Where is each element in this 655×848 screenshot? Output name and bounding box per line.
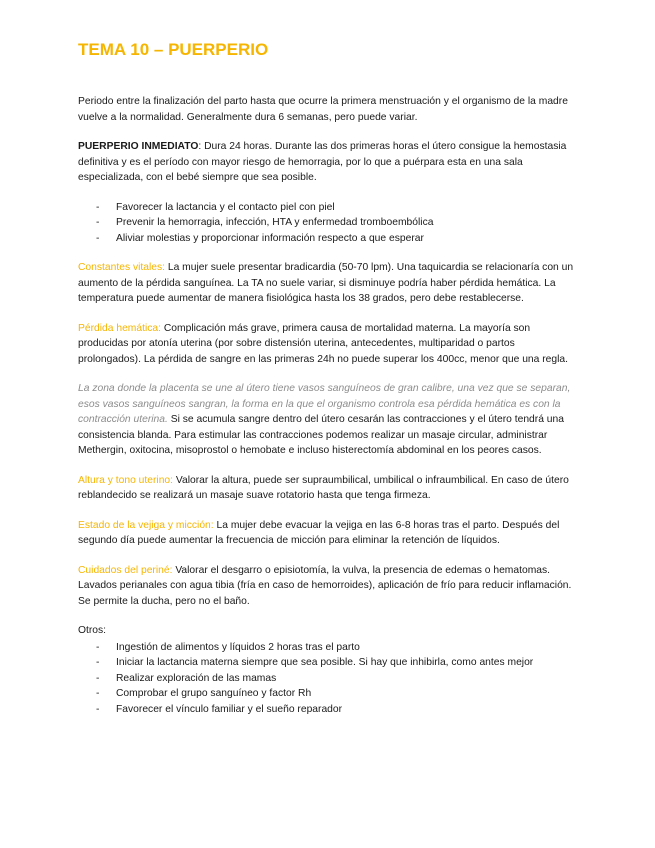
bullet-dash: -	[96, 657, 100, 668]
altura-tono-paragraph: Altura y tono uterino: Valorar la altura, puede ser supraumbilical, umbilical o infraumbilical. En caso de útero reblandecido se realizará un masaje suave rotatorio hasta que tenga firmeza.	[78, 474, 569, 501]
otros-list	[78, 640, 578, 718]
list-item: - Aliviar molestias y proporcionar información respecto a que esperar	[78, 231, 578, 247]
placenta-gray-text: La zona donde la placenta se une al útero tiene vasos sanguíneos de gran calibre, una vez que se separan, esos vasos sanguíneos sangran, la forma en la que el organismo controla esa pérdida hemática es con la contracción uterina.	[78, 383, 571, 425]
puerperio-inmediato-text: : Dura 24 horas. Durante las dos primeras horas el útero consigue la hemostasia definitiva y es el período con mayor riesgo de hemorragia, por lo que a puérpara esta en una sala especializada, con el bebé siempre que sea posible.	[78, 141, 567, 183]
vejiga-miccion-label: Estado de la vejiga y micción:	[78, 519, 214, 531]
bullet-dash: -	[96, 688, 100, 699]
bullet-dash: -	[96, 703, 100, 715]
perdida-hematica-paragraph: Pérdida hemática: Complicación más grave, primera causa de mortalidad materna. La mayoría son producidas por atonía uterina (por sobre distensión uterina, antecedentes, multiparidad o partos prolongados). La pérdida de sangre en las primeras 24h no puede superar los 400cc, menor que una regla.	[78, 322, 568, 365]
list-item: - Iniciar la lactancia materna siempre que sea posible. Si hay que inhibirla, como antes mejor	[78, 655, 578, 671]
constantes-vitales-paragraph: Constantes vitales: La mujer suele presentar bradicardia (50-70 lpm). Una taquicardia se relacionaría con un aumento de la pérdida sanguínea. La TA no suele variar, si disminuye podría haber pérdida hemática. La temperatura puede aumentar de manera fisiológica hasta los 38 grados, pero debe restablecerse.	[78, 262, 574, 304]
puerperio-inmediato-heading: PUERPERIO INMEDIATO	[78, 141, 199, 152]
list-item: - Ingestión de alimentos y líquidos 2 horas tras el parto	[78, 640, 578, 656]
page-title: TEMA 10 – PUERPERIO	[78, 40, 269, 59]
bullet-dash: -	[96, 217, 100, 228]
cuidados-perine-paragraph: Cuidados del periné: Valorar el desgarro o episiotomía, la vulva, la presencia de edemas o hematomas. Lavados perianales con agua tibia (fría en caso de hemorroides), aplicación de frío para reducir inflamación. Se permite la ducha, pero no el baño.	[78, 564, 572, 607]
list-item: - Comprobar el grupo sanguíneo y factor Rh	[78, 686, 578, 702]
document-page	[78, 40, 578, 731]
placenta-paragraph: La zona donde la placenta se une al útero tiene vasos sanguíneos de gran calibre, una vez que se separan, esos vasos sanguíneos sangran, la forma en la que el organismo controla esa pérdida hemática es con la contracción uterina. Si se acumula sangre dentro del útero cesarán las contracciones y el útero tendrá una consistencia blanda. Para estimular las contracciones podemos realizar un masaje circular, administrar Methergin, oxitocina, misoprostol o hemobate e incluso histerectomía abdominal en los peores casos.	[78, 383, 571, 456]
cuidados-perine-label: Cuidados del periné:	[78, 564, 173, 576]
bullet-dash: -	[96, 201, 100, 213]
bullet-dash: -	[96, 232, 100, 244]
bullet-dash: -	[96, 672, 100, 684]
vejiga-miccion-paragraph: Estado de la vejiga y micción: La mujer debe evacuar la vejiga en las 6-8 horas tras el parto. Después del segundo día puede aumentar la frecuencia de micción para eliminar la retención de líquidos.	[78, 519, 560, 546]
list-item: - Favorecer el vínculo familiar y el sueño reparador	[78, 702, 578, 718]
list-item: - Favorecer la lactancia y el contacto piel con piel	[78, 200, 578, 216]
intro-paragraph: Periodo entre la finalización del parto hasta que ocurre la primera menstruación y el organismo de la madre vuelve a la normalidad. Generalmente dura 6 semanas, pero puede variar.	[78, 96, 568, 123]
list-item: - Realizar exploración de las mamas	[78, 671, 578, 687]
otros-label: Otros:	[78, 625, 107, 636]
bullet-dash: -	[96, 641, 100, 653]
altura-tono-label: Altura y tono uterino:	[78, 474, 174, 486]
puerperio-inmediato-paragraph	[78, 139, 578, 186]
list-item: - Prevenir la hemorragia, infección, HTA y enfermedad tromboembólica	[78, 215, 578, 231]
constantes-vitales-label: Constantes vitales:	[78, 262, 165, 273]
perdida-hematica-label: Pérdida hemática:	[78, 322, 161, 334]
objectives-list	[78, 200, 578, 247]
